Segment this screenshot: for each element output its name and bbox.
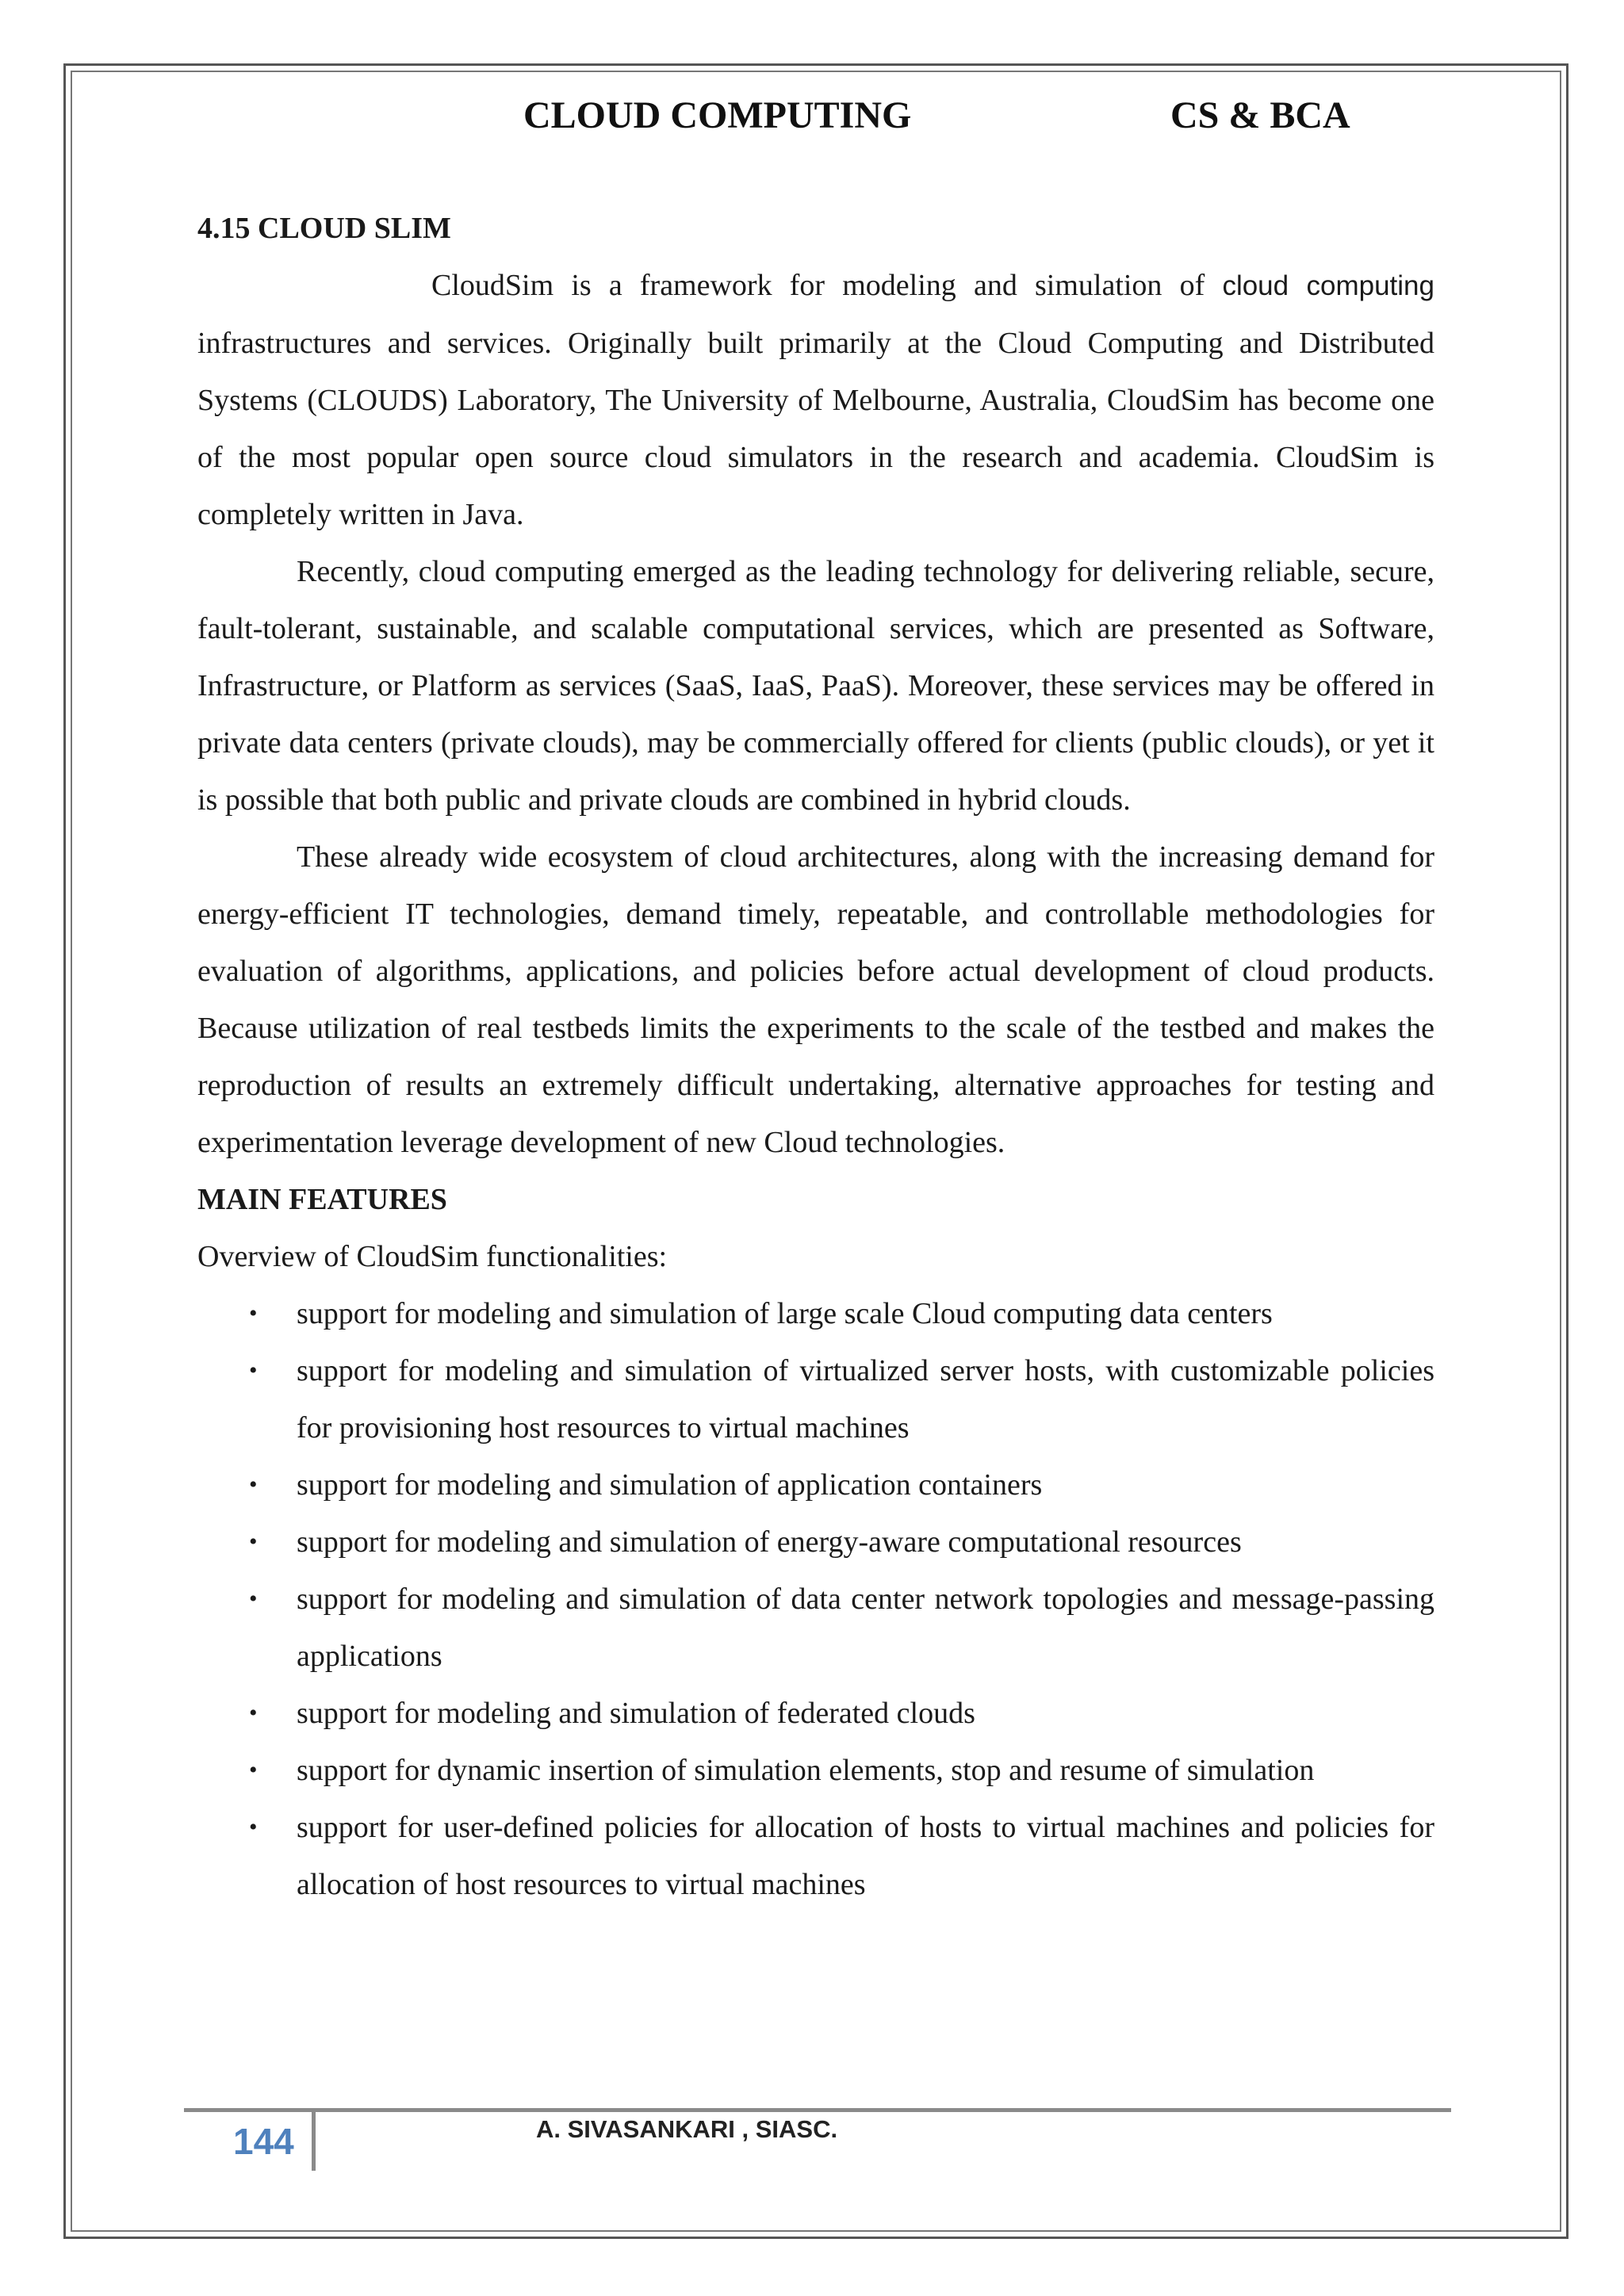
cloud-computing-term: cloud computing xyxy=(1222,270,1434,301)
footer-rule xyxy=(184,2108,1451,2112)
list-item: • support for modeling and simulation of large scale Cloud computing data centers xyxy=(197,1285,1434,1342)
list-item: • support for dynamic insertion of simulation elements, stop and resume of simulation xyxy=(197,1742,1434,1799)
list-item: • support for modeling and simulation of data center network topologies and message-passing applications xyxy=(197,1571,1434,1685)
header-title: CLOUD COMPUTING xyxy=(523,94,912,136)
paragraph-ecosystem: These already wide ecosystem of cloud architectures, along with the increasing demand for energy-efficient IT technologies, demand timely, repeatable, and controllable methodologies for evaluation of algorithms, applications, and policies before actual development of cloud products. Because utilization of real testbeds limits the experiments to the scale of the testbed and makes the reproduction of results an extremely difficult undertaking, alternative approaches for testing and experimentation leverage development of new Cloud technologies. xyxy=(197,840,1434,1159)
paragraph-recently: Recently, cloud computing emerged as the leading technology for delivering reliable, secure, fault-tolerant, sustainable, and scalable computational services, which are presented as Software, Infrastructure, or Platform as services (SaaS, IaaS, PaaS). Moreover, these services may be offered in private data centers (private clouds), may be commercially offered for clients (public clouds), or yet it is possible that both public and private clouds are combined in hybrid clouds. xyxy=(197,555,1434,817)
section-title: 4.15 CLOUD SLIM xyxy=(197,212,451,245)
features-overview: Overview of CloudSim functionalities: xyxy=(197,1240,668,1273)
paragraph-intro xyxy=(197,257,1434,543)
footer-author: A. SIVASANKARI , SIASC. xyxy=(536,2115,838,2143)
paragraph-intro-start: CloudSim is a framework for modeling and simulation of xyxy=(431,269,1223,302)
list-item: • support for user-defined policies for allocation of hosts to virtual machines and policies for allocation of host resources to virtual machines xyxy=(197,1799,1434,1913)
list-item: • support for modeling and simulation of energy-aware computational resources xyxy=(197,1513,1434,1571)
list-item: • support for modeling and simulation of federated clouds xyxy=(197,1685,1434,1742)
features-list xyxy=(197,1285,1434,1913)
list-item: • support for modeling and simulation of application containers xyxy=(197,1456,1434,1513)
page-content xyxy=(197,200,1434,1913)
header-course: CS & BCA xyxy=(1170,94,1350,136)
list-item: • support for modeling and simulation of virtualized server hosts, with customizable policies for provisioning host resources to virtual machines xyxy=(197,1342,1434,1456)
footer-divider xyxy=(312,2110,316,2171)
features-title: MAIN FEATURES xyxy=(197,1183,447,1216)
paragraph-intro-end: infrastructures and services. Originally built primarily at the Cloud Computing and Distributed Systems (CLOUDS) Laboratory, The University of Melbourne, Australia, CloudSim has become one of the most popular open source cloud simulators in the research and academia. CloudSim is completely written in Java. xyxy=(197,327,1434,531)
page-number: 144 xyxy=(233,2121,294,2162)
